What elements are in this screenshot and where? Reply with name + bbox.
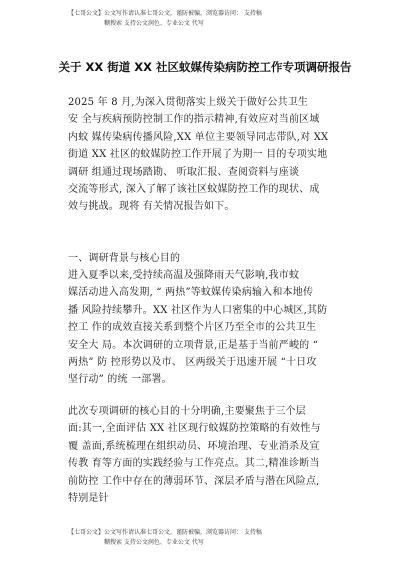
text-line: 调研 组通过现场踏勘、 听取汇报、查阅资料与座谈 (68, 166, 300, 178)
text-line: 覆 盖面,系统梳理在组织动员、环境治理、专业消杀及宣 (68, 440, 320, 452)
text-line: 街道 XX 社区的蚊媒防控工作开展了为期一 目的专项实地 (68, 149, 328, 161)
text-line: 媒活动进入高发期, “ 两热”等蚊媒传染病输入和本地传 (68, 287, 314, 299)
text-line: 安 全与疾病预防控制工作的指示精神,有效应对当前区域 (68, 114, 320, 126)
paragraph-purpose (68, 403, 352, 507)
section-heading-text: 一、调研背景与核心目的 (68, 253, 181, 264)
header-line: 糊搜索 支持公文润色、专业公文 代写 (104, 20, 204, 27)
text-line: 两热” 防 控形势以及市、 区两级关于迅速开展 “十日攻 (68, 357, 317, 369)
text-line: 控工 作的成效直接关系到整个片区乃至全市的公共卫生 (68, 322, 317, 334)
text-line: 此次专项调研的核心目的十分明确,主要聚焦于三个层 (68, 406, 306, 417)
text-line: 传教 育等方面的实践经验与工作亮点。其二,精准诊断当 (68, 458, 320, 470)
text-line: 特别是针 (68, 493, 109, 505)
text-line: 交流等形式, 深入了解了该社区蚊媒防控工作的现状、成 (68, 184, 320, 196)
text-line: 2025 年 8 月,为深入贯彻落实上级关于做好公共卫生 (68, 97, 309, 108)
paragraph-background (68, 267, 352, 389)
text-line: 前防控 工作中存在的薄弱环节、深层矛盾与潜在风险点, (68, 475, 320, 487)
paragraph-intro (68, 94, 352, 216)
footer-line: 【七哥公文】公文写作请认准七哥公文，谨防被骗，浏览器访问： 支持稿 (68, 529, 262, 536)
page-header (68, 9, 368, 29)
text-line: 安全大 局。本次调研的立项背景,正是基于当前严峻的 “ (68, 339, 319, 351)
text-line: 进入夏季以来,受持续高温及强降雨天气影响,我市蚊 (68, 270, 300, 281)
document-title: 关于 XX 街道 XX 社区蚊媒传染病防控工作专项调研报告 (58, 60, 352, 74)
page-footer (68, 528, 368, 548)
section-heading (68, 250, 352, 267)
text-line: 播 风险持续攀升。XX 社区作为人口密集的中心城区,其防 (68, 304, 328, 316)
text-line: 内蚊 媒传染病传播风险,XX 单位主要领导同志带队,对 XX (68, 131, 329, 143)
text-line: 坚行动” 的统 一部署。 (68, 374, 172, 386)
text-line: 面:其一,全面评估 XX 社区现行蚊媒防控策略的有效性与 (68, 423, 321, 435)
text-line: 效与挑战。现将 有关情况报告如下。 (68, 201, 235, 213)
footer-line: 糊搜索 支持公文润色、专业公文 代写 (104, 539, 204, 546)
header-line: 【七哥公文】公文写作请认准七哥公文，谨防被骗，浏览器访问： 支持稿 (68, 10, 262, 17)
